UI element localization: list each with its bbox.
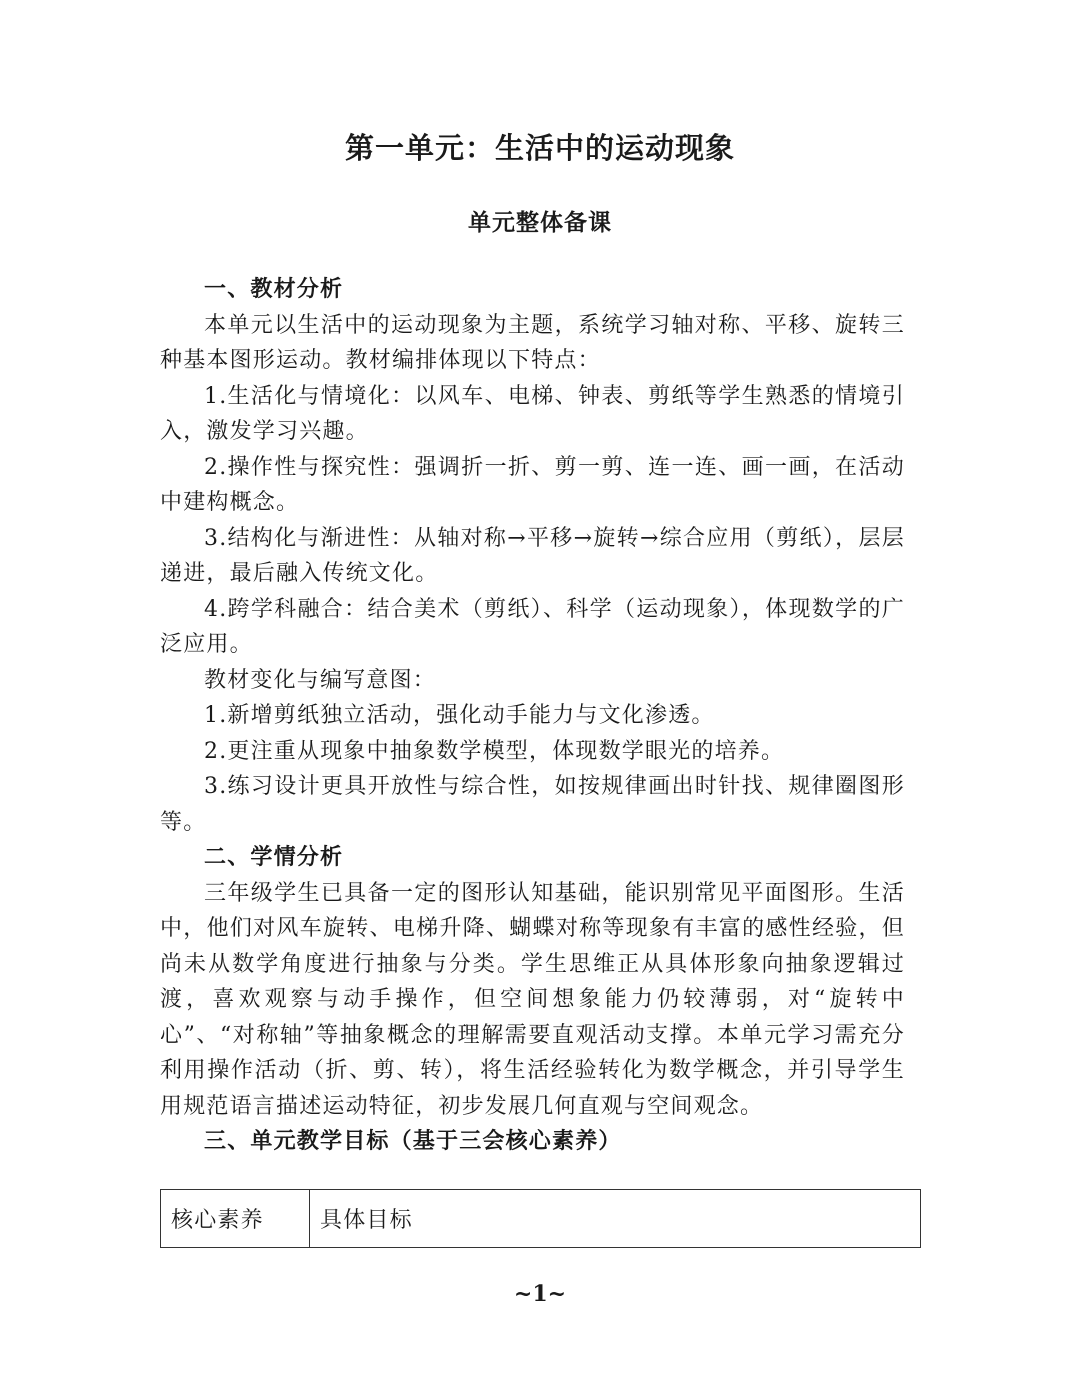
paragraph: 三年级学生已具备一定的图形认知基础，能识别常见平面图形。生活中，他们对风车旋转、电梯升降、蝴蝶对称等现象有丰富的感性经验，但尚未从数学角度进行抽象与分类。学生思维正从具体形象向抽象逻辑过渡，喜欢观察与动手操作，但空间想象能力仍较薄弱，对“旋转中心”、“对称轴”等抽象概念的理解需要直观活动支撑。本单元学习需充分利用操作活动（折、剪、转），将生活经验转化为数学概念，并引导学生用规范语言描述运动特征，初步发展几何直观与空间观念。 [160, 880, 905, 1119]
paragraph: 2.更注重从现象中抽象数学模型，体现数学眼光的培养。 [204, 738, 785, 764]
document-body [160, 272, 905, 1160]
section-heading-textbook-analysis: 一、教材分析 [204, 276, 344, 302]
paragraph: 教材变化与编写意图： [204, 667, 437, 693]
goals-table [160, 1189, 921, 1248]
table-header-row [161, 1190, 921, 1248]
table-header-specific-goals: 具体目标 [310, 1190, 921, 1248]
section-heading-unit-goals: 三、单元教学目标（基于三会核心素养） [204, 1128, 622, 1154]
page-title: 第一单元：生活中的运动现象 [344, 131, 735, 165]
table-header-core-literacy: 核心素养 [161, 1190, 310, 1248]
paragraph: 本单元以生活中的运动现象为主题，系统学习轴对称、平移、旋转三种基本图形运动。教材编排体现以下特点： [160, 312, 905, 373]
paragraph: 3.练习设计更具开放性与综合性，如按规律画出时针找、规律圈图形等。 [160, 774, 905, 835]
paragraph: 1.生活化与情境化：以风车、电梯、钟表、剪纸等学生熟悉的情境引入，激发学习兴趣。 [160, 383, 905, 444]
page-number: ~1~ [513, 1281, 567, 1307]
section-heading-student-analysis: 二、学情分析 [204, 844, 344, 870]
paragraph: 3.结构化与渐进性：从轴对称→平移→旋转→综合应用（剪纸），层层递进，最后融入传统文化。 [160, 525, 905, 586]
paragraph: 1.新增剪纸独立活动，强化动手能力与文化渗透。 [204, 703, 715, 728]
paragraph: 2.操作性与探究性：强调折一折、剪一剪、连一连、画一画，在活动中建构概念。 [160, 454, 905, 515]
paragraph: 4.跨学科融合：结合美术（剪纸）、科学（运动现象），体现数学的广泛应用。 [160, 596, 905, 657]
page-subtitle: 单元整体备课 [468, 209, 612, 236]
